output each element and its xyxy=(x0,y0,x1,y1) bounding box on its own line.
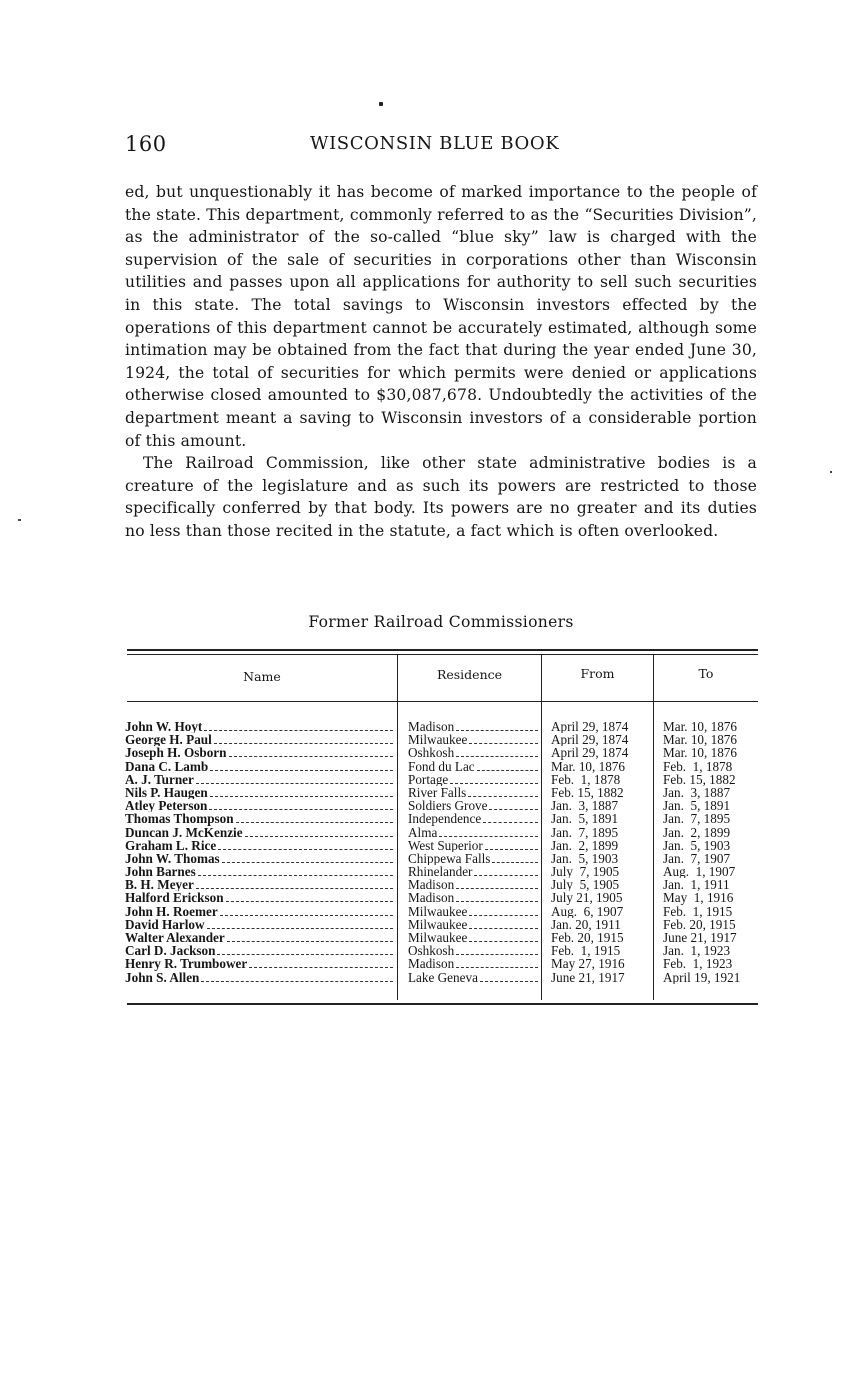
commissioner-name-cell xyxy=(125,905,393,918)
residence-text: Chippewa Falls xyxy=(408,851,491,866)
residence-cell xyxy=(408,760,538,773)
term-start-cell: Mar. 10, 1876 xyxy=(551,759,625,773)
dot-leader xyxy=(469,919,538,929)
term-end-cell: Feb. 15, 1882 xyxy=(663,772,736,786)
term-end-cell: Jan. 1, 1911 xyxy=(663,878,730,892)
term-start-cell: May 27, 1916 xyxy=(551,957,625,971)
term-start-cell: Jan. 20, 1911 xyxy=(551,917,621,931)
table-title: Former Railroad Commissioners xyxy=(308,613,574,631)
dot-leader xyxy=(468,787,538,797)
paragraph: ed, but unquestionably it has become of marked importance to the people of the state. This department, commonly referred to as the “Securities Division”, as the administrator of the so-called “blue sky” law is charged with the supervision of the sale of securities in corporations other than Wisconsin utilities and passes upon all applications for authority to sell such securities in this state. The total savings to Wisconsin investors effected by the operations of this department cannot be accurately estimated, although some intimation may be obtained from the fact that during the year ended June 30, 1924, the total of securities for which permits were denied or applications otherwise closed amounted to $30,087,678. Undoubtedly the activities of the department meant a saving to Wisconsin investors of a considerable portion of this amount. xyxy=(125,183,757,450)
commissioner-name-text: Henry R. Trumbower xyxy=(125,957,248,971)
dot-leader xyxy=(456,945,538,955)
commissioner-name-cell xyxy=(125,891,393,904)
residence-cell xyxy=(408,720,538,733)
commissioner-name-text: Walter Alexander xyxy=(125,931,225,945)
dot-leader xyxy=(210,787,393,797)
term-end-cell: April 19, 1921 xyxy=(663,970,741,984)
commissioner-name-text: Graham L. Rice xyxy=(125,838,217,852)
commissioner-name-cell xyxy=(125,746,393,759)
dot-leader xyxy=(201,972,393,982)
dot-leader xyxy=(456,721,538,731)
commissioner-name-text: Halford Erickson xyxy=(125,891,224,905)
term-end-cell: Jan. 3, 1887 xyxy=(663,785,731,800)
term-start-cell: July 21, 1905 xyxy=(551,891,623,905)
dot-leader xyxy=(456,892,538,902)
residence-text: Oshkosh xyxy=(408,746,455,760)
residence-text: Rhinelander xyxy=(408,865,473,879)
dot-leader xyxy=(456,958,538,968)
dot-leader xyxy=(489,800,538,810)
residence-text: Madison xyxy=(408,720,455,734)
name-column xyxy=(125,720,393,984)
term-start-cell: Feb. 1, 1915 xyxy=(551,944,621,958)
page-header xyxy=(125,132,760,162)
running-title: WISCONSIN BLUE BOOK xyxy=(310,133,560,154)
dot-leader xyxy=(210,761,393,771)
dot-leader xyxy=(249,958,393,968)
residence-cell xyxy=(408,878,538,891)
residence-cell xyxy=(408,931,538,944)
dot-leader xyxy=(492,853,538,863)
commissioner-name-cell xyxy=(125,971,393,984)
dot-leader xyxy=(456,879,538,889)
residence-text: Fond du Lac xyxy=(408,759,475,773)
term-end-cell: Jan. 5, 1891 xyxy=(663,799,731,813)
commissioner-name-text: A. J. Turner xyxy=(125,772,194,786)
residence-text: Madison xyxy=(408,957,455,971)
commissioner-name-text: David Harlow xyxy=(125,917,205,931)
term-start-cell: Jan. 7, 1895 xyxy=(551,825,619,839)
table-bottom-rule xyxy=(127,1003,758,1005)
commissioner-name-cell xyxy=(125,799,393,812)
commissioner-name-text: Thomas Thompson xyxy=(125,812,234,826)
body-text xyxy=(125,181,757,543)
column-divider xyxy=(397,655,398,1000)
dot-leader xyxy=(469,906,538,916)
from-column xyxy=(551,720,649,984)
dot-leader xyxy=(222,853,393,863)
residence-text: Lake Geneva xyxy=(408,970,478,984)
term-start-cell: Jan. 3, 1887 xyxy=(551,799,619,813)
term-start-cell: July 5, 1905 xyxy=(551,878,620,892)
dot-leader xyxy=(480,972,538,982)
residence-cell xyxy=(408,852,538,865)
column-divider xyxy=(541,655,542,1000)
residence-column xyxy=(408,720,538,984)
residence-cell xyxy=(408,773,538,786)
term-end-cell: Jan. 2, 1899 xyxy=(663,825,731,839)
dot-leader xyxy=(198,866,393,876)
dot-leader xyxy=(439,827,538,837)
term-end-cell: Feb. 1, 1915 xyxy=(663,904,733,918)
dot-leader xyxy=(236,813,393,823)
dot-leader xyxy=(229,747,394,757)
dot-leader xyxy=(477,761,538,771)
term-start-cell: April 29, 1874 xyxy=(551,720,629,734)
dot-leader xyxy=(214,734,393,744)
dot-leader xyxy=(196,774,393,784)
dot-leader xyxy=(469,734,538,744)
commissioner-name-cell xyxy=(125,918,393,931)
term-start-cell: Feb. 20, 1915 xyxy=(551,931,624,945)
commissioner-name-text: Carl D. Jackson xyxy=(125,944,216,958)
term-start-cell: Jan. 5, 1891 xyxy=(551,812,619,826)
column-header-from: From xyxy=(580,666,615,681)
commissioner-name-cell xyxy=(125,760,393,773)
residence-cell xyxy=(408,971,538,984)
term-end-cell: Mar. 10, 1876 xyxy=(663,746,737,760)
commissioner-name-text: John S. Allen xyxy=(125,970,200,984)
dot-leader xyxy=(245,827,393,837)
commissioner-name-cell xyxy=(125,733,393,746)
dot-leader xyxy=(469,932,538,942)
commissioner-name-text: John Barnes xyxy=(125,865,196,879)
residence-text: West Superior xyxy=(408,838,483,852)
residence-cell xyxy=(408,826,538,839)
residence-cell xyxy=(408,891,538,904)
residence-cell xyxy=(408,905,538,918)
term-end-cell: Jan. 1, 1923 xyxy=(663,944,731,958)
term-end-cell: Mar. 10, 1876 xyxy=(663,720,737,734)
term-end-cell: Mar. 10, 1876 xyxy=(663,733,737,747)
dot-leader xyxy=(217,945,393,955)
term-end-cell: June 21, 1917 xyxy=(663,931,737,945)
term-end-cell: Jan. 7, 1895 xyxy=(663,812,731,826)
residence-cell xyxy=(408,957,538,970)
dot-leader xyxy=(204,721,393,731)
commissioner-name-cell xyxy=(125,786,393,799)
term-start-cell: April 29, 1874 xyxy=(551,746,629,760)
column-header-name: Name xyxy=(243,669,281,684)
residence-text: Milwaukee xyxy=(408,904,468,918)
commissioner-name-cell xyxy=(125,957,393,970)
term-start-cell: April 29, 1874 xyxy=(551,733,629,747)
residence-text: Milwaukee xyxy=(408,733,468,747)
commissioner-name-text: George H. Paul xyxy=(125,733,212,747)
term-end-cell: Jan. 7, 1907 xyxy=(663,851,731,866)
residence-cell xyxy=(408,944,538,957)
residence-cell xyxy=(408,799,538,812)
to-column xyxy=(663,720,758,984)
residence-text: Alma xyxy=(408,825,438,839)
dot-leader xyxy=(456,747,538,757)
residence-text: Milwaukee xyxy=(408,931,468,945)
residence-text: Independence xyxy=(408,812,482,826)
residence-text: Milwaukee xyxy=(408,917,468,931)
term-start-cell: July 7, 1905 xyxy=(551,865,620,879)
dot-leader xyxy=(196,879,393,889)
dot-leader xyxy=(485,840,538,850)
table-top-rule xyxy=(127,649,758,651)
dot-leader xyxy=(227,932,393,942)
term-start-cell: Feb. 1, 1878 xyxy=(551,772,621,786)
term-end-cell: May 1, 1916 xyxy=(663,891,734,905)
commissioner-name-cell xyxy=(125,826,393,839)
column-header-to: To xyxy=(698,666,714,681)
commissioner-name-cell xyxy=(125,852,393,865)
residence-text: Soldiers Grove xyxy=(408,799,488,813)
residence-cell xyxy=(408,786,538,799)
dot-leader xyxy=(226,892,393,902)
commissioner-name-text: Dana C. Lamb xyxy=(125,759,209,773)
term-start-cell: Aug. 6, 1907 xyxy=(551,904,624,918)
dot-leader xyxy=(450,774,538,784)
residence-cell xyxy=(408,865,538,878)
dot-leader xyxy=(220,906,393,916)
commissioner-name-text: John W. Thomas xyxy=(125,851,220,866)
commissioner-name-cell xyxy=(125,773,393,786)
commissioner-name-text: John W. Hoyt xyxy=(125,720,203,734)
commissioner-name-text: Atley Peterson xyxy=(125,799,208,813)
term-start-cell: Jan. 2, 1899 xyxy=(551,838,619,852)
commissioner-name-cell xyxy=(125,865,393,878)
residence-text: Madison xyxy=(408,878,455,892)
term-end-cell: Aug. 1, 1907 xyxy=(663,865,736,879)
residence-text: Madison xyxy=(408,891,455,905)
commissioner-name-cell xyxy=(125,944,393,957)
term-start-cell: June 21, 1917 xyxy=(551,970,625,984)
term-start-cell: Jan. 5, 1903 xyxy=(551,851,619,866)
commissioner-name-cell xyxy=(125,839,393,852)
print-speck xyxy=(379,102,383,106)
table-top-rule-thin xyxy=(127,654,758,655)
commissioner-name-cell xyxy=(125,812,393,825)
dot-leader xyxy=(207,919,394,929)
commissioner-name-text: B. H. Meyer xyxy=(125,878,194,892)
commissioner-name-cell xyxy=(125,878,393,891)
residence-text: Oshkosh xyxy=(408,944,455,958)
residence-cell xyxy=(408,839,538,852)
commissioner-name-cell xyxy=(125,931,393,944)
term-end-cell: Feb. 1, 1878 xyxy=(663,759,733,773)
residence-text: Portage xyxy=(408,772,449,786)
residence-cell xyxy=(408,918,538,931)
commissioner-name-text: John H. Roemer xyxy=(125,904,218,918)
column-header-residence: Residence xyxy=(436,667,503,682)
paragraph: The Railroad Commission, like other state administrative bodies is a creature of the legislature and as such its powers are restricted to those specifically conferred by that body. Its powers are no greater and its duties no less than those recited in the statute, a fact which is often overlooked. xyxy=(125,454,757,540)
term-start-cell: Feb. 15, 1882 xyxy=(551,785,624,800)
commissioner-name-text: Duncan J. McKenzie xyxy=(125,825,243,839)
print-speck xyxy=(18,519,21,521)
dot-leader xyxy=(209,800,393,810)
residence-text: River Falls xyxy=(408,785,467,800)
dot-leader xyxy=(218,840,393,850)
commissioner-name-text: Nils P. Haugen xyxy=(125,785,208,800)
residence-cell xyxy=(408,812,538,825)
commissioner-name-cell xyxy=(125,720,393,733)
term-end-cell: Feb. 20, 1915 xyxy=(663,917,736,931)
dot-leader xyxy=(474,866,538,876)
residence-cell xyxy=(408,733,538,746)
term-end-cell: Feb. 1, 1923 xyxy=(663,957,733,971)
term-end-cell: Jan. 5, 1903 xyxy=(663,838,731,852)
column-divider xyxy=(653,655,654,1000)
header-bottom-rule xyxy=(127,701,758,702)
dot-leader xyxy=(483,813,538,823)
page-number: 160 xyxy=(125,132,167,156)
residence-cell xyxy=(408,746,538,759)
commissioner-name-text: Joseph H. Osborn xyxy=(125,746,227,760)
print-speck xyxy=(830,471,832,473)
